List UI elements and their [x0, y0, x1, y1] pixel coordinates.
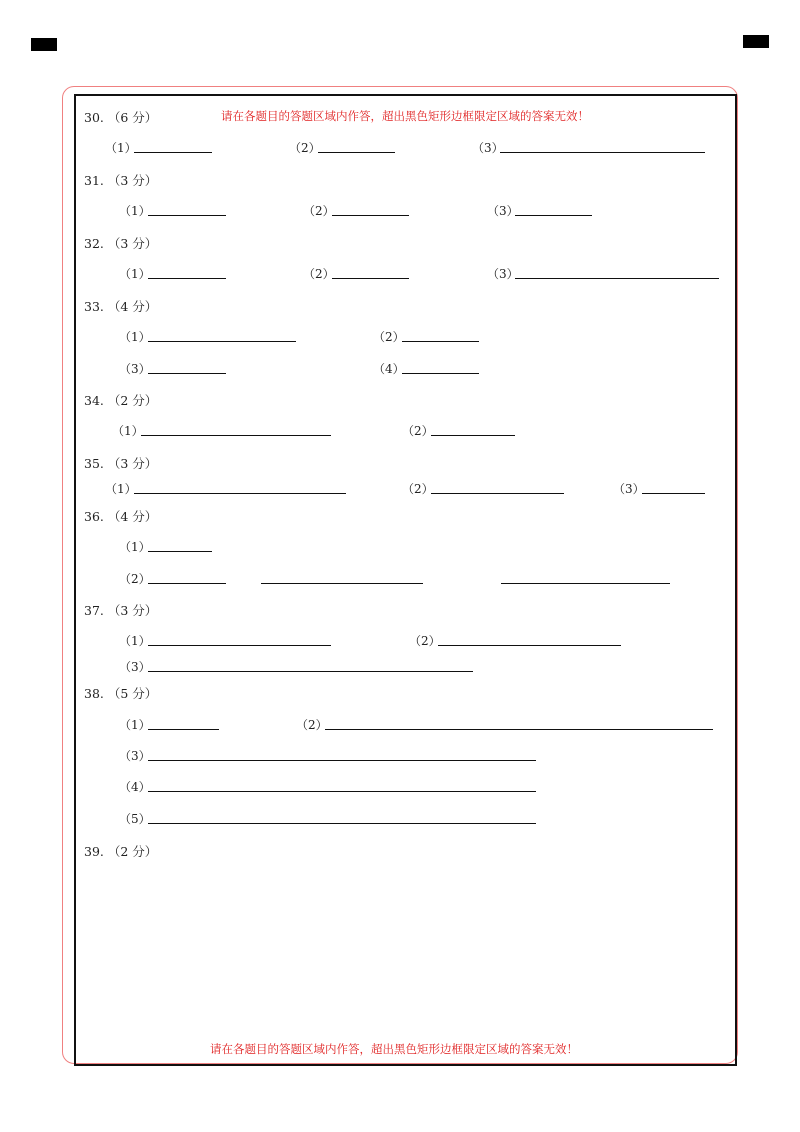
- answer-blank[interactable]: [325, 729, 713, 730]
- answer-blank[interactable]: [148, 215, 226, 216]
- blank-label: （1）: [119, 267, 151, 281]
- question-number: 33. （4 分）: [84, 299, 158, 314]
- alignment-marker-right: [743, 35, 769, 48]
- answer-blank[interactable]: [501, 583, 670, 584]
- blank-label: （4）: [119, 780, 151, 794]
- blank-label: （2）: [409, 634, 441, 648]
- blank-label: （2）: [119, 572, 151, 586]
- blank-label: （2）: [303, 267, 335, 281]
- answer-blank[interactable]: [402, 341, 479, 342]
- answer-blank[interactable]: [134, 493, 346, 494]
- blank-label: （5）: [119, 812, 151, 826]
- answer-blank[interactable]: [148, 551, 212, 552]
- answer-blank[interactable]: [438, 645, 621, 646]
- blank-label: （3）: [472, 141, 504, 155]
- question-number: 30. （6 分）: [84, 110, 158, 125]
- blank-label: （1）: [119, 330, 151, 344]
- blank-label: （2）: [296, 718, 328, 732]
- answer-blank[interactable]: [261, 583, 423, 584]
- question-number: 34. （2 分）: [84, 393, 158, 408]
- blank-label: （1）: [119, 718, 151, 732]
- alignment-marker-left: [31, 38, 57, 51]
- answer-blank[interactable]: [148, 823, 536, 824]
- blank-label: （3）: [487, 267, 519, 281]
- answer-blank[interactable]: [431, 435, 515, 436]
- blank-label: （2）: [373, 330, 405, 344]
- answer-blank[interactable]: [318, 152, 395, 153]
- answer-blank[interactable]: [148, 583, 226, 584]
- question-number: 32. （3 分）: [84, 236, 158, 251]
- question-number: 37. （3 分）: [84, 603, 158, 618]
- answer-blank[interactable]: [332, 278, 409, 279]
- blank-label: （3）: [119, 749, 151, 763]
- blank-label: （3）: [487, 204, 519, 218]
- answer-blank[interactable]: [148, 729, 219, 730]
- answer-area-q39[interactable]: [84, 864, 724, 1034]
- answer-blank[interactable]: [332, 215, 409, 216]
- blank-label: （3）: [119, 362, 151, 376]
- answer-blank[interactable]: [148, 791, 536, 792]
- blank-label: （1）: [119, 634, 151, 648]
- answer-blank[interactable]: [148, 373, 226, 374]
- blank-label: （4）: [373, 362, 405, 376]
- answer-blank[interactable]: [134, 152, 212, 153]
- answer-blank[interactable]: [500, 152, 705, 153]
- warning-notice-top: 请在各题目的答题区域内作答，超出黑色矩形边框限定区域的答案无效！: [221, 109, 589, 123]
- blank-label: （3）: [613, 482, 645, 496]
- answer-blank[interactable]: [402, 373, 479, 374]
- answer-blank[interactable]: [515, 278, 719, 279]
- blank-label: （2）: [402, 482, 434, 496]
- answer-blank[interactable]: [148, 278, 226, 279]
- answer-blank[interactable]: [515, 215, 592, 216]
- answer-blank[interactable]: [642, 493, 705, 494]
- blank-label: （1）: [112, 424, 144, 438]
- answer-blank[interactable]: [141, 435, 331, 436]
- blank-label: （1）: [105, 141, 137, 155]
- blank-label: （1）: [119, 540, 151, 554]
- warning-notice-bottom: 请在各题目的答题区域内作答，超出黑色矩形边框限定区域的答案无效！: [210, 1042, 578, 1056]
- question-number: 31. （3 分）: [84, 173, 158, 188]
- blank-label: （2）: [402, 424, 434, 438]
- question-number: 35. （3 分）: [84, 456, 158, 471]
- answer-blank[interactable]: [148, 341, 296, 342]
- answer-blank[interactable]: [148, 671, 473, 672]
- blank-label: （3）: [119, 660, 151, 674]
- answer-blank[interactable]: [148, 645, 331, 646]
- blank-label: （2）: [289, 141, 321, 155]
- blank-label: （1）: [105, 482, 137, 496]
- answer-blank[interactable]: [431, 493, 564, 494]
- question-number: 38. （5 分）: [84, 686, 158, 701]
- blank-label: （1）: [119, 204, 151, 218]
- answer-blank[interactable]: [148, 760, 536, 761]
- question-number: 36. （4 分）: [84, 509, 158, 524]
- question-number: 39. （2 分）: [84, 844, 158, 859]
- blank-label: （2）: [303, 204, 335, 218]
